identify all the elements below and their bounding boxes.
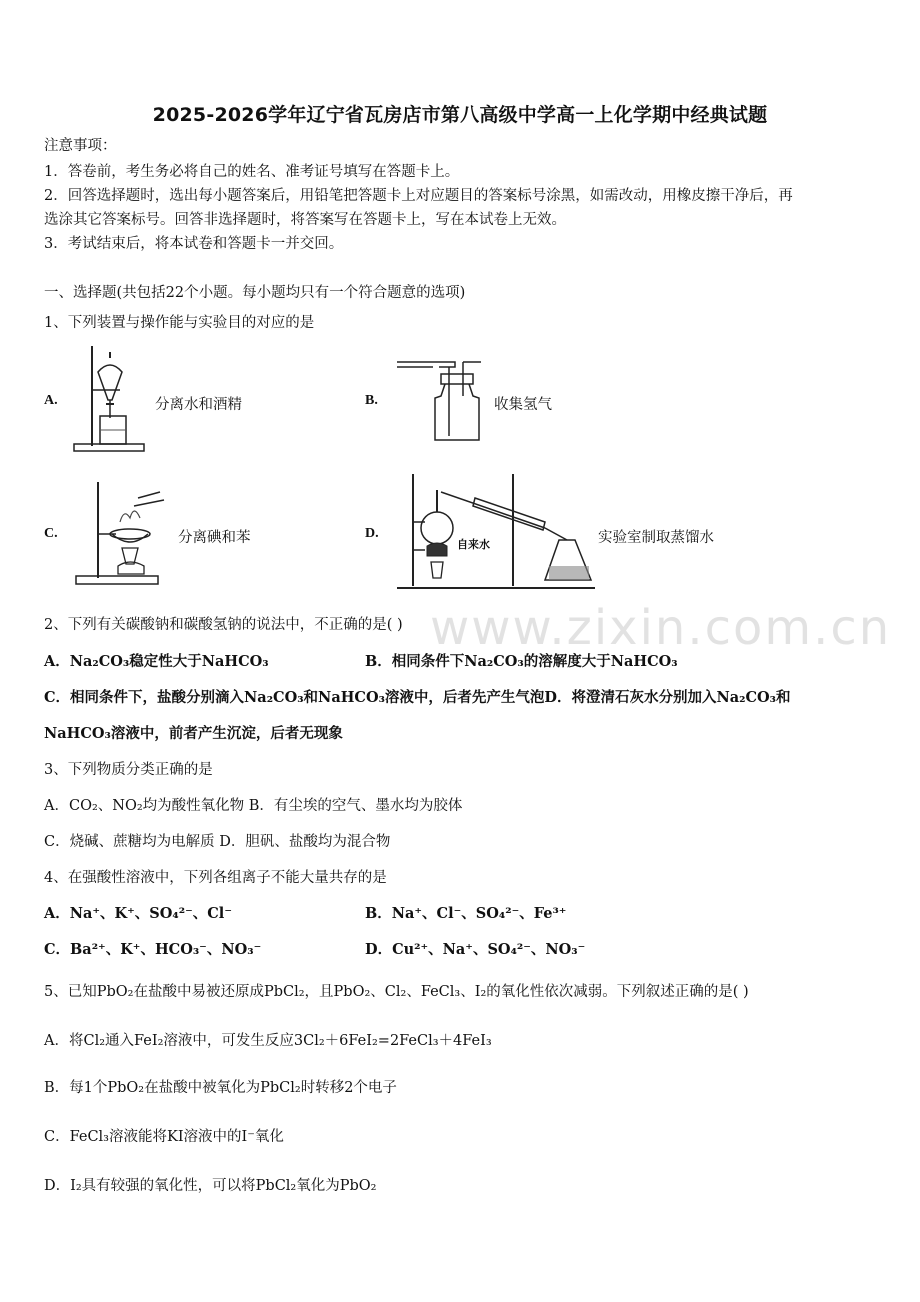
q1-stem: 1、下列装置与操作能与实验目的对应的是 <box>44 315 315 331</box>
q3-options-ab: A．CO₂、NO₂均为酸性氧化物 B．有尘埃的空气、墨水均为胶体 <box>44 798 463 814</box>
q1-option-c-label: C. <box>44 526 58 541</box>
q5-option-c: C．FeCl₃溶液能将KI溶液中的I⁻氧化 <box>44 1129 284 1145</box>
q2-option-b: B．相同条件下Na₂CO₃的溶解度大于NaHCO₃ <box>365 653 678 670</box>
notes-heading: 注意事项： <box>44 138 117 154</box>
separatory-funnel-figure <box>68 342 148 454</box>
evaporating-dish-figure <box>72 478 168 590</box>
tap-water-label: 自来水 <box>457 538 490 551</box>
q2-option-a: A．Na₂CO₃稳定性大于NaHCO₃ <box>44 653 269 670</box>
q4-option-d: D．Cu²⁺、Na⁺、SO₄²⁻、NO₃⁻ <box>365 941 586 958</box>
q1-option-a-text: 分离水和酒精 <box>155 397 242 413</box>
q3-options-cd: C．烧碱、蔗糖均为电解质 D．胆矾、盐酸均为混合物 <box>44 834 391 850</box>
q4-option-c: C．Ba²⁺、K⁺、HCO₃⁻、NO₃⁻ <box>44 941 262 958</box>
q1-option-d-text: 实验室制取蒸馏水 <box>598 530 714 546</box>
q4-option-a: A．Na⁺、K⁺、SO₄²⁻、Cl⁻ <box>44 905 232 922</box>
watermark: www.zixin.com.cn <box>430 600 892 656</box>
note-3: 3．考试结束后，将本试卷和答题卡一并交回。 <box>44 236 344 252</box>
q5-stem: 5、已知PbO₂在盐酸中易被还原成PbCl₂，且PbO₂、Cl₂、FeCl₃、I₂的氧化性依次减弱。下列叙述正确的是( ) <box>44 984 749 1000</box>
q1-option-c-text: 分离碘和苯 <box>178 530 251 546</box>
section-heading: 一、选择题(共包括22个小题。每小题均只有一个符合题意的选项) <box>44 285 466 301</box>
q1-option-d-label: D. <box>365 526 379 541</box>
q3-stem: 3、下列物质分类正确的是 <box>44 762 213 778</box>
gas-bottle-figure <box>395 352 485 446</box>
q4-option-b: B．Na⁺、Cl⁻、SO₄²⁻、Fe³⁺ <box>365 905 567 922</box>
q5-option-a: A．将Cl₂通入FeI₂溶液中，可发生反应3Cl₂＋6FeI₂=2FeCl₃＋4FeI₃ <box>44 1033 492 1049</box>
distillation-figure <box>395 470 595 596</box>
q4-stem: 4、在强酸性溶液中，下列各组离子不能大量共存的是 <box>44 870 387 886</box>
note-2b: 选涂其它答案标号。回答非选择题时，将答案写在答题卡上，写在本试卷上无效。 <box>44 212 566 228</box>
q2-option-d-cont: NaHCO₃溶液中，前者产生沉淀，后者无现象 <box>44 725 343 742</box>
q5-option-d: D．I₂具有较强的氧化性，可以将PbCl₂氧化为PbO₂ <box>44 1178 377 1194</box>
q2-option-c: C．相同条件下，盐酸分别滴入Na₂CO₃和NaHCO₃溶液中，后者先产生气泡D．将澄清石灰水分别加入Na₂CO₃和 <box>44 689 791 706</box>
q1-option-a-label: A. <box>44 393 58 408</box>
page-title: 2025-2026学年辽宁省瓦房店市第八高级中学高一上化学期中经典试题 <box>152 104 768 126</box>
q2-stem: 2、下列有关碳酸钠和碳酸氢钠的说法中，不正确的是( ) <box>44 617 403 633</box>
note-1: 1．答卷前，考生务必将自己的姓名、准考证号填写在答题卡上。 <box>44 164 460 180</box>
q1-option-b-label: B. <box>365 393 378 408</box>
note-2a: 2．回答选择题时，选出每小题答案后，用铅笔把答题卡上对应题目的答案标号涂黑，如需改动，用橡皮擦干净后，再 <box>44 188 793 204</box>
q5-option-b: B．每1个PbO₂在盐酸中被氧化为PbCl₂时转移2个电子 <box>44 1080 397 1096</box>
q1-option-b-text: 收集氢气 <box>494 397 552 413</box>
